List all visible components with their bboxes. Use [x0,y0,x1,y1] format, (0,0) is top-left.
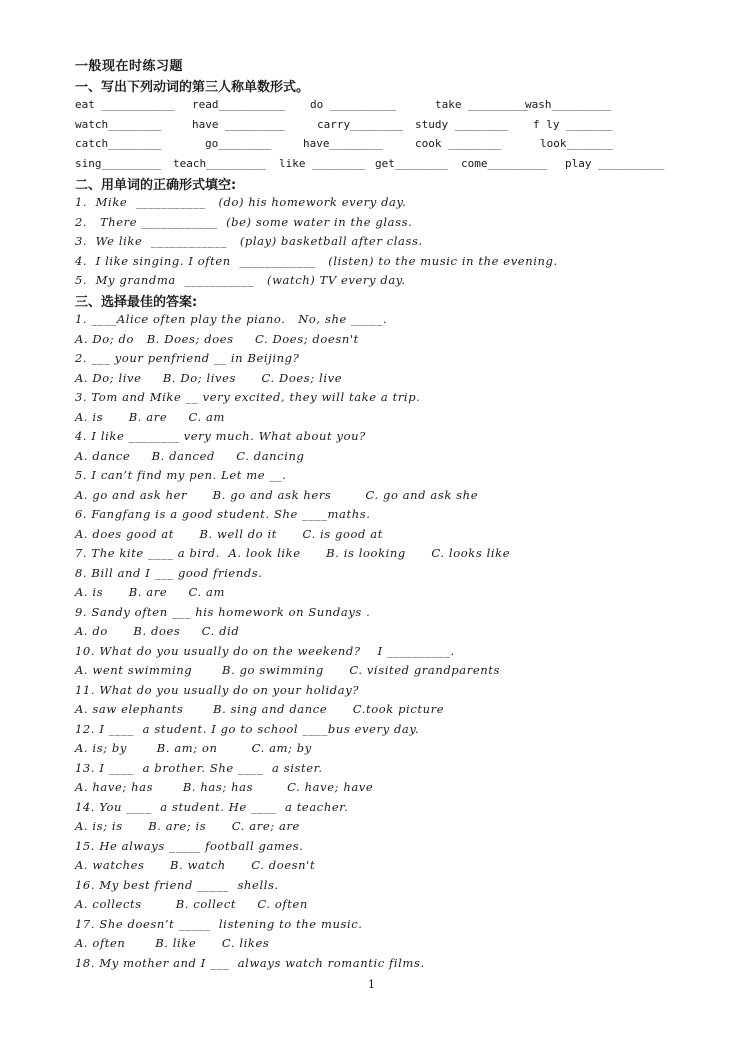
verb-item: cook ________ [415,137,502,150]
choice-line: 12. I ____ a student. I go to school ____bus every day. [75,721,420,736]
verb-item: wash_________ [525,98,612,111]
fill-item: 1. Mike ___________ (do) his homework every day. [75,195,407,209]
verb-item: watch________ [75,117,162,131]
choice-line: A. saw elephants B. sing and dance C.took picture [75,702,445,716]
verb-row [75,137,675,157]
choice-line: 7. The kite ____ a bird. A. look like B. is looking C. looks like [75,546,511,560]
verb-item: catch________ [75,137,162,150]
verb-item: eat ___________ [75,98,175,111]
choice-line: 9. Sandy often ___ his homework on Sundays . [75,604,371,619]
section-3-heading: 三、选择最佳的答案: [75,295,198,310]
choice-line: 10. What do you usually do on the weekend? I __________. [75,643,455,658]
verb-item: read__________ [192,98,285,111]
choice-line: A. went swimming B. go swimming C. visited grandparents [75,663,500,677]
verb-item: carry________ [317,117,404,131]
section-2-heading: 二、用单词的正确形式填空: [75,178,237,193]
fill-item: 3. We like ____________ (play) basketball after class. [75,234,423,248]
verb-item: teach_________ [173,156,266,170]
choice-line: 15. He always _____ football games. [75,838,304,853]
verb-item: have________ [303,137,383,150]
choice-line: 17. She doesn’t _____ listening to the music. [75,916,363,931]
choice-line: 11. What do you usually do on your holiday? [75,682,360,697]
choice-line: 14. You ____ a student. He ____ a teacher. [75,799,349,814]
choice-line: A. do B. does C. did [75,624,240,638]
section-1-heading: 一、写出下列动词的第三人称单数形式。 [75,80,310,95]
verb-item: sing_________ [75,156,162,170]
choice-line: A. dance B. danced C. dancing [75,448,305,463]
choice-line: 1. ____Alice often play the piano. No, she _____. [75,312,388,326]
choice-line: 5. I can’t find my pen. Let me __. [75,468,287,482]
choice-line: A. is; is B. are; is C. are; are [75,819,300,833]
fill-item: 5. My grandma ___________ (watch) TV every day. [75,273,406,287]
fill-item: 4. I like singing. I often ____________ (listen) to the music in the evening. [75,253,558,268]
fill-item: 2. There ____________ (be) some water in the glass. [75,214,413,229]
choice-line: 3. Tom and Mike __ very excited, they will take a trip. [75,390,421,404]
verb-row [75,118,675,138]
verb-item: go________ [205,137,272,150]
choice-line: 2. ___ your penfriend __ in Beijing? [75,351,300,365]
verb-grid [75,98,675,176]
choice-line: A. is B. are C. am [75,585,225,599]
verb-item: take _________ [435,98,528,111]
choice-line: 6. Fangfang is a good student. She ____maths. [75,507,371,521]
choice-line: A. go and ask her B. go and ask hers C. go and ask she [75,487,479,502]
choice-line: 13. I ____ a brother. She ____ a sister. [75,760,323,775]
verb-item: study ________ [415,117,508,131]
choice-line: 18. My mother and I ___ always watch romantic films. [75,955,425,970]
choice-line: A. is B. are C. am [75,409,225,424]
page-number: 1 [368,978,375,991]
choice-line: A. collects B. collect C. often [75,897,308,911]
verb-item: get________ [375,156,448,170]
choice-line: 4. I like ________ very much. What about you? [75,429,366,443]
verb-item: play __________ [565,156,665,170]
choice-line: A. Do; do B. Does; does C. Does; doesn't [75,331,359,346]
choice-line: 8. Bill and I ___ good friends. [75,565,263,580]
verb-item: come_________ [461,156,548,170]
choice-line: A. Do; live B. Do; lives C. Does; live [75,370,343,385]
choice-line: A. often B. like C. likes [75,936,270,950]
choice-line: A. watches B. watch C. doesn't [75,858,316,872]
verb-row [75,98,675,118]
verb-item: f ly _______ [533,117,613,131]
choice-line: 16. My best friend _____ shells. [75,877,279,892]
verb-item: look_______ [540,137,613,150]
worksheet-title: 一般现在时练习题 [75,59,184,74]
choice-line: A. does good at B. well do it C. is good at [75,526,383,541]
choice-line: A. have; has B. has; has C. have; have [75,780,374,794]
verb-item: do __________ [310,98,397,111]
choice-line: A. is; by B. am; on C. am; by [75,741,312,755]
verb-item: like ________ [279,156,366,170]
verb-item: have _________ [192,117,285,131]
